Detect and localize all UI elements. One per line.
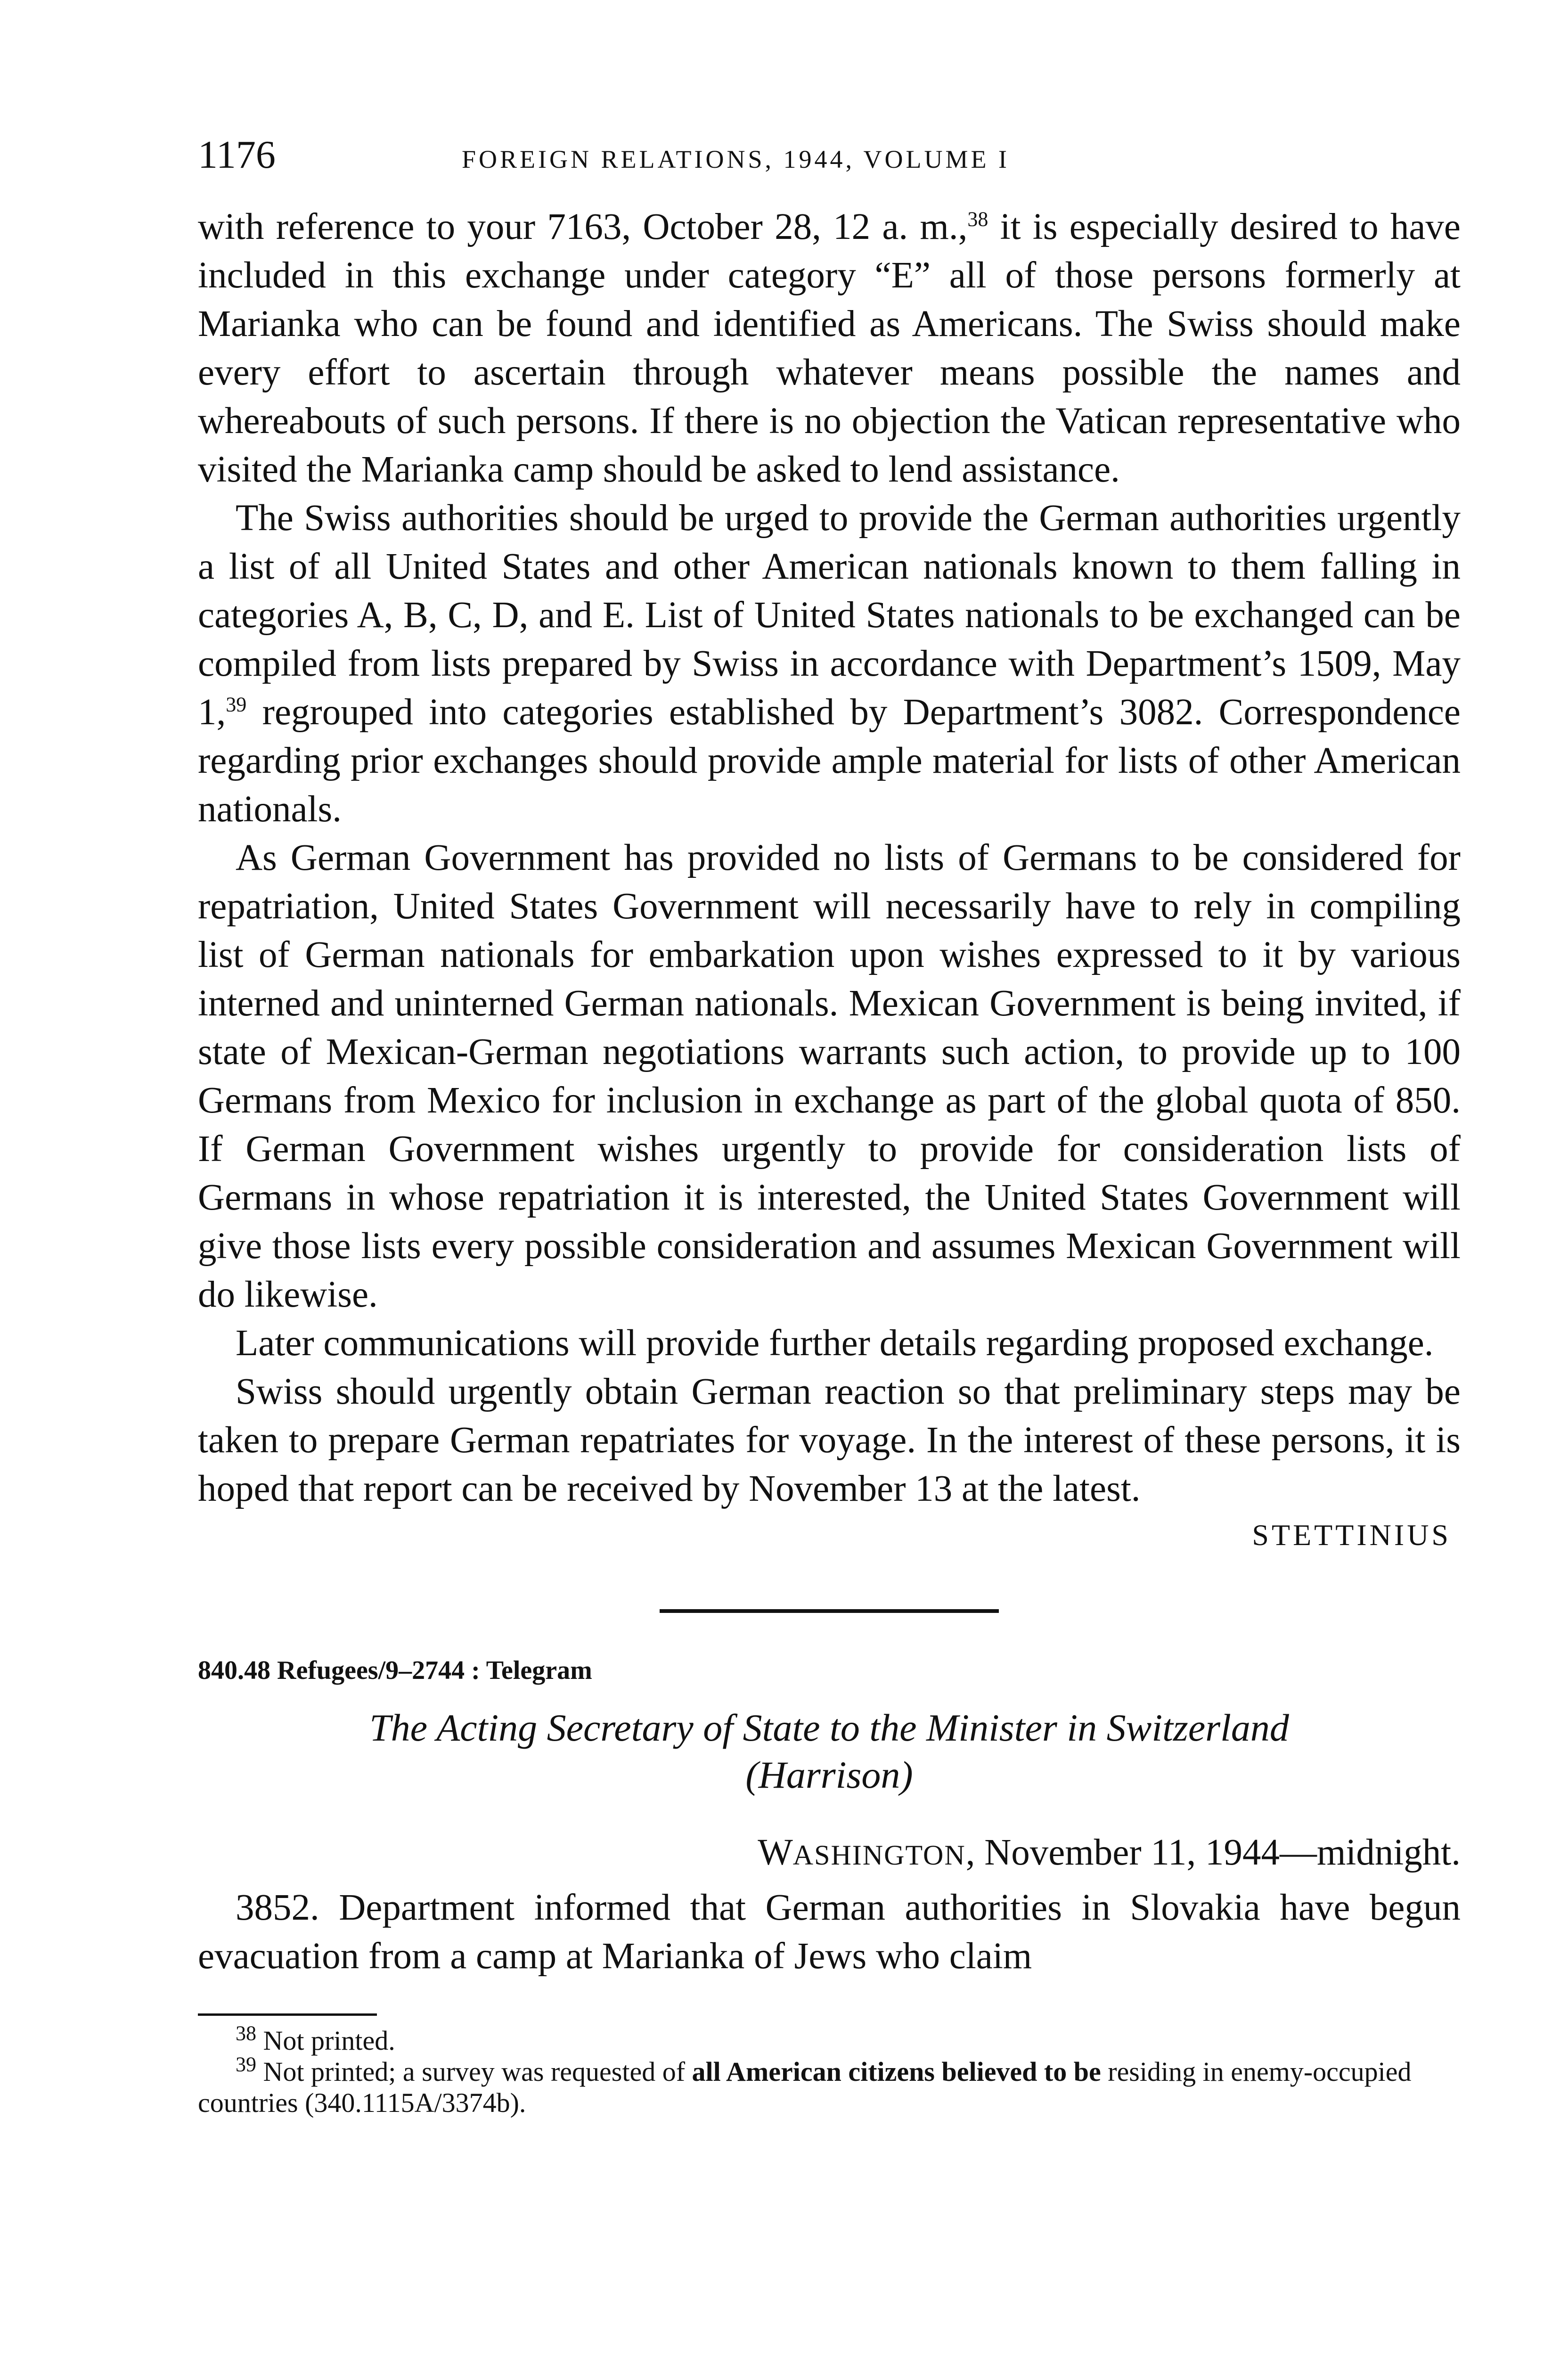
paragraph: [198, 494, 1461, 834]
paragraph: Swiss should urgently obtain German reaction so that preliminary steps may be taken to prepare German repatriates for voyage. In the interest of these persons, it is hoped that report can be received by November 13 at the latest.: [198, 1371, 1461, 1509]
paragraph-text: regrouped into categories established by Department’s 3082. Correspondence regarding prior exchanges should provide ample material for lists of other American nationals.: [198, 692, 1461, 830]
paragraph: As German Government has provided no lists of Germans to be considered for repatriation, United States Government will necessarily have to rely in compiling list of German nationals for embarkation upon wishes expressed to it by various interned and uninterned German nationals. Mexican Government is being invited, if state of Mexican-German negotiations warrants such action, to provide up to 100 Germans from Mexico for inclusion in exchange as part of the global quota of 850. If German Government wishes urgently to provide for consideration lists of Germans in whose repatriation it is interested, the United States Government will give those lists every possible consideration and assumes Mexican Government will do likewise.: [198, 837, 1461, 1315]
dateline-date: , November 11, 1944—midnight.: [965, 1832, 1461, 1873]
document-page: [198, 132, 1461, 2119]
footnote-rule: [198, 2013, 377, 2016]
footnote-text: Not printed; a survey was requested of: [256, 2056, 692, 2087]
paragraph: Later communications will provide further details regarding proposed exchange.: [236, 1323, 1434, 1364]
section-divider: [660, 1609, 999, 1613]
signature: STETTINIUS: [1252, 1518, 1451, 1552]
paragraph-text: with reference to your 7163, October 28, 12 a. m.,: [198, 206, 968, 247]
file-reference: 840.48 Refugees/9–2744 : Telegram: [198, 1656, 592, 1685]
title-line: The Acting Secretary of State to the Minister in Switzerland: [369, 1706, 1289, 1749]
telegram-body-1: [198, 203, 1461, 1513]
footnote-text: residing in enemy-occupied countries (340.1115A/3374b).: [198, 2056, 1412, 2118]
dateline-place-rest: ASHINGTON: [792, 1840, 966, 1871]
title-line: (Harrison): [745, 1753, 913, 1796]
footnote-text: Not printed.: [256, 2025, 395, 2056]
running-head: [198, 132, 1461, 203]
footnote-number: 38: [236, 2021, 256, 2045]
paragraph: [198, 203, 1461, 494]
footnote-ref-38: 38: [967, 207, 988, 231]
footnote-38: [198, 2021, 1461, 2056]
footnote-number: 39: [236, 2053, 256, 2076]
footnote-text-bold: all American citizens believed to be: [692, 2056, 1101, 2087]
paragraph: 3852. Department informed that German authorities in Slovakia have begun evacuation from a camp at Marianka of Jews who claim: [198, 1887, 1461, 1977]
page-number: 1176: [198, 133, 276, 177]
running-title: FOREIGN RELATIONS, 1944, VOLUME I: [462, 145, 1010, 173]
paragraph-text: it is especially desired to have included in this exchange under category “E” all of those persons formerly at Marianka who can be found and identified as Americans. The Swiss should make every effort to ascertain through whatever means possible the names and whereabouts of such persons. If there is no objection the Vatican representative who visited the Marianka camp should be asked to lend assistance.: [198, 206, 1461, 490]
telegram-body-2: [198, 1883, 1461, 1980]
footnote-39: [198, 2053, 1461, 2119]
paragraph-text: The Swiss authorities should be urged to provide the German authorities urgently a list of all United States and other American nationals known to them falling in categories A, B, C, D, and E. List of United States nationals to be exchanged can be compiled from lists prepared by Swiss in accordance with Department’s 1509, May 1,: [198, 498, 1461, 733]
dateline-place-initial: W: [758, 1832, 793, 1873]
dateline: [198, 1832, 1461, 1874]
document-title: [198, 1704, 1461, 1799]
footnotes: [198, 2021, 1461, 2119]
footnote-ref-39: 39: [226, 693, 247, 716]
